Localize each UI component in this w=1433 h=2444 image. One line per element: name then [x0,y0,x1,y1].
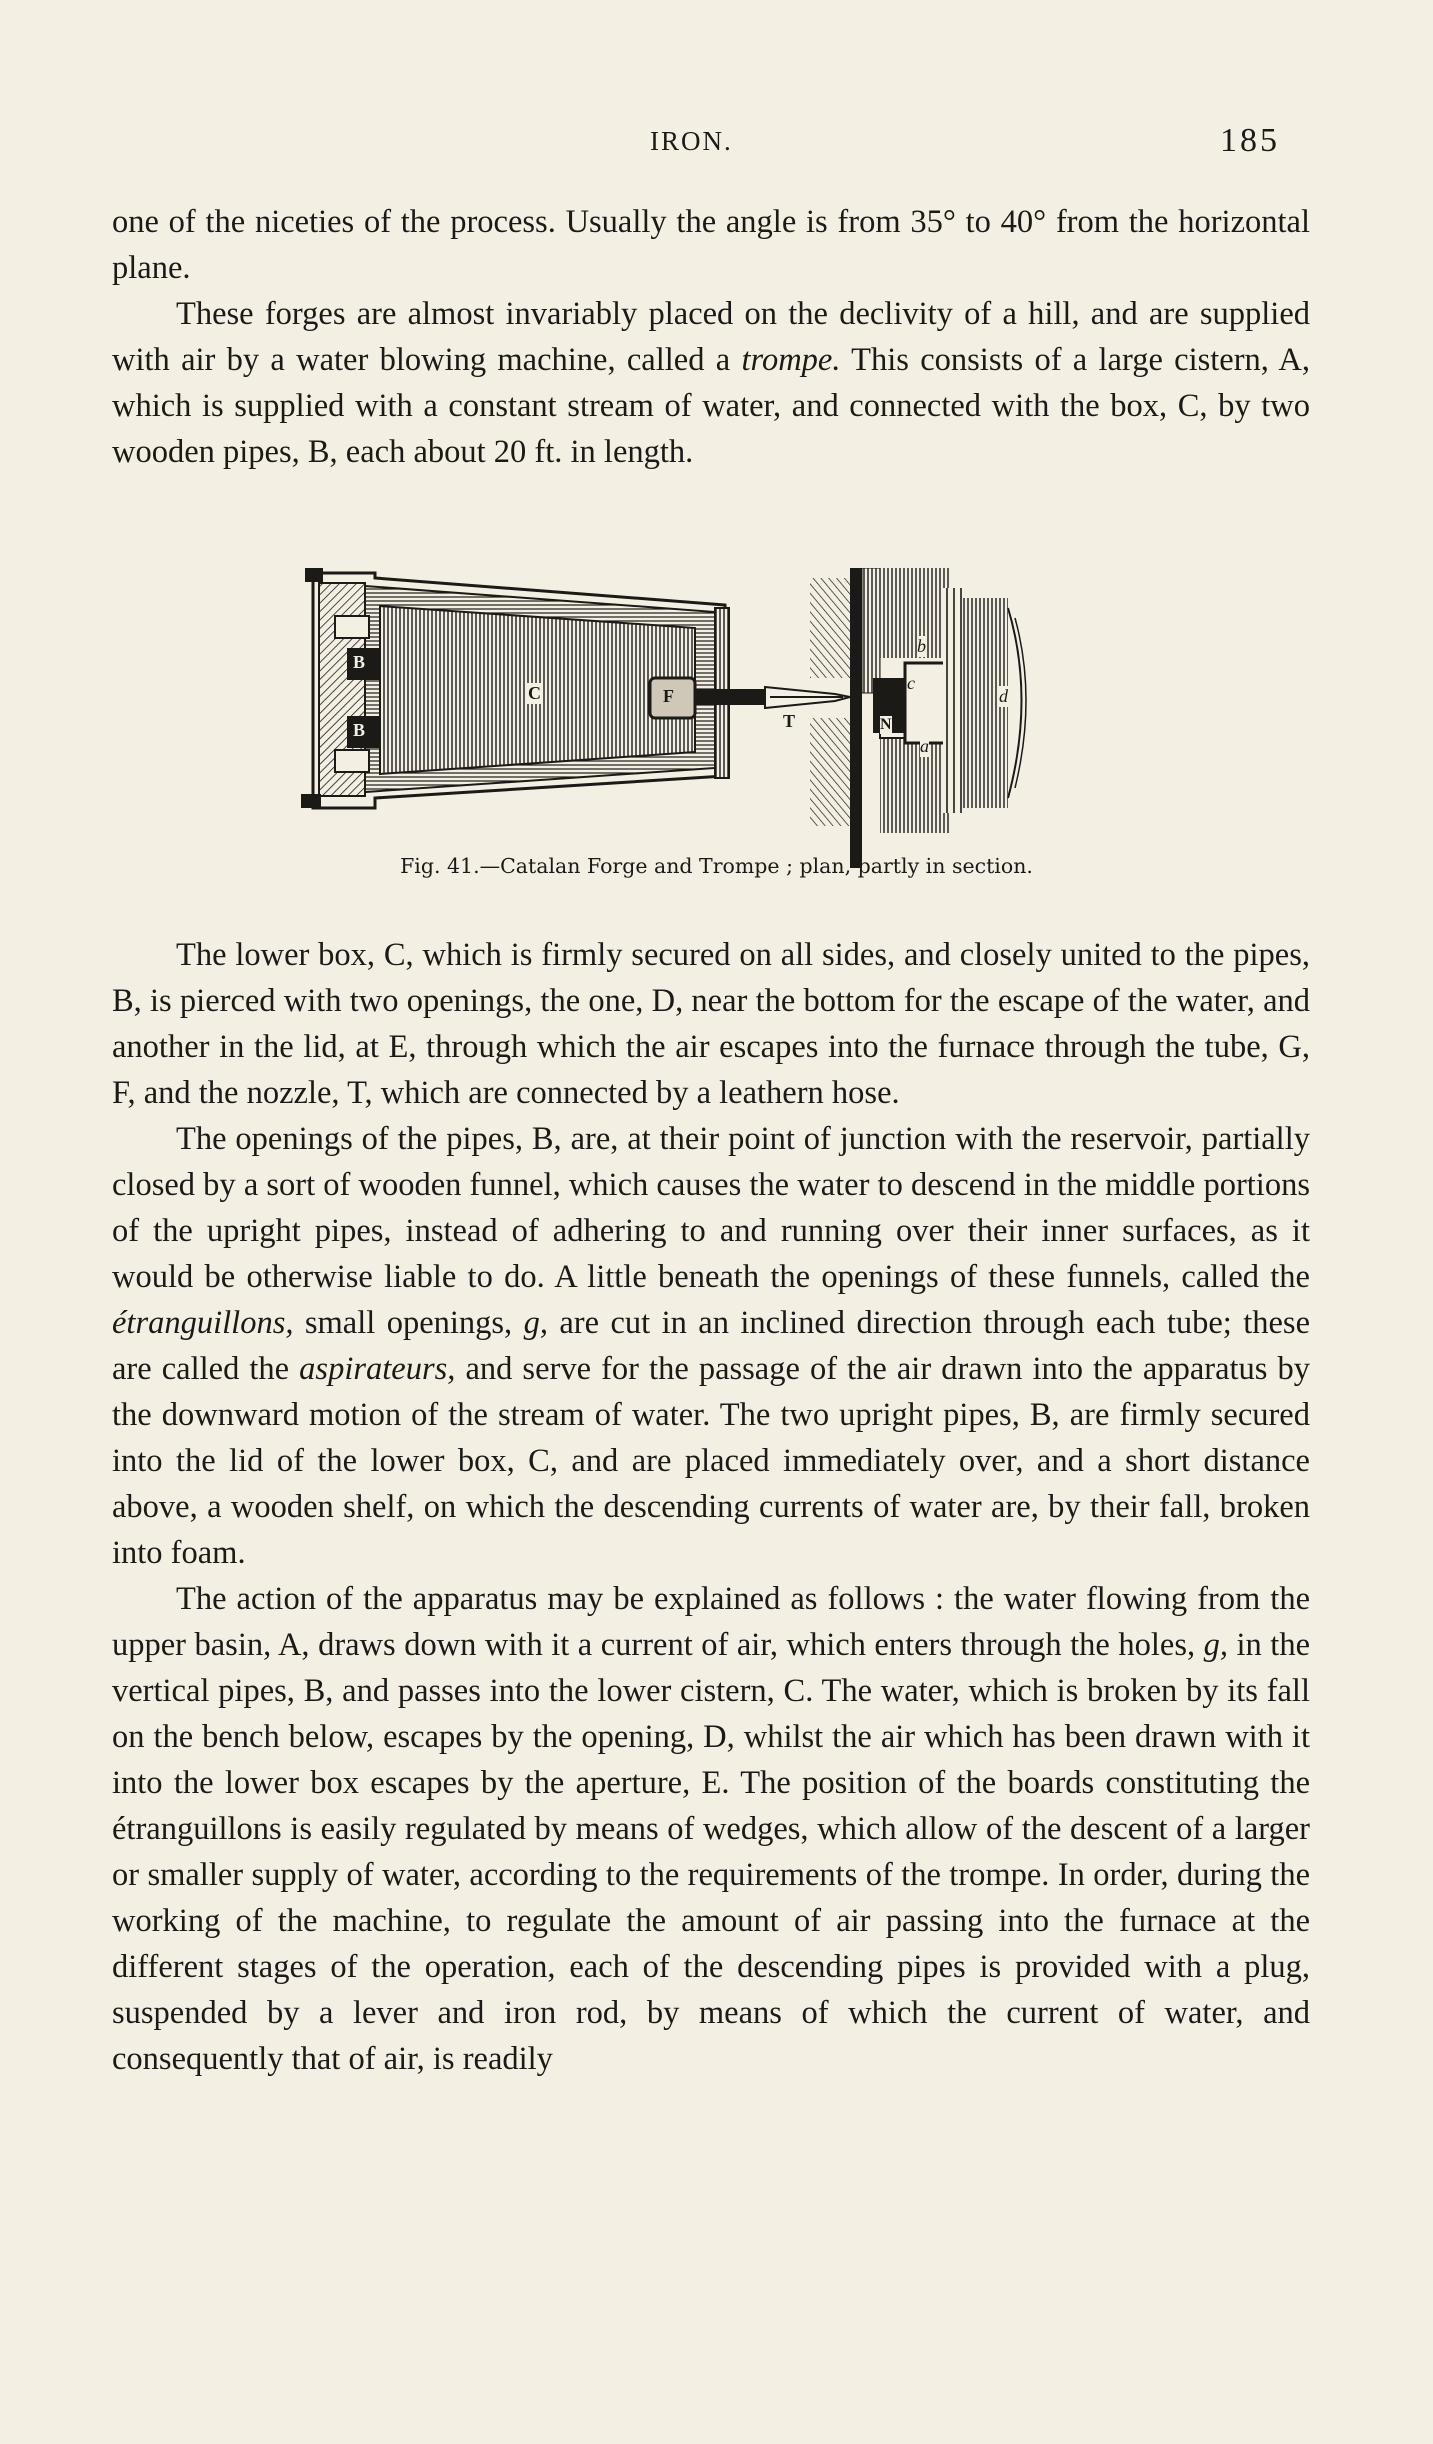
paragraph [112,291,1310,475]
page-number: 185 [1220,122,1280,159]
label-f: F [663,686,674,706]
label-c-small: c [907,673,915,693]
label-b-upper: B [353,652,366,672]
italic-term: étranguillons, [112,1305,294,1341]
paragraph [112,1116,1310,1576]
paragraph [112,199,1310,291]
text-run: The lower box, C, which is firmly secured on all sides, and closely united to the pipes, B, is pierced with two openings, the one, D, near the bottom for the escape of the water, and another in the lid, at E, through which the air escapes into the furnace through the tube, G, F, and the nozzle, T, which are connected by a leathern hose. [112,937,1310,1111]
text-run: The openings of the pipes, B, are, at their point of junction with the reservoir, partially closed by a sort of wooden funnel, which causes the water to descend in the middle portions of the upright pipes, instead of adhering to and running over their inner surfaces, as it would be otherwise liable to do. A little beneath the openings of these funnels, called the [112,1121,1310,1295]
italic-term: g, [523,1305,548,1341]
top-text-block [112,199,1310,475]
text-run: The action of the apparatus may be explained as follows : the water flowing from the upper basin, A, draws down with it a current of air, which enters through the holes, [112,1581,1310,1663]
label-a-small: a [920,736,929,756]
figure-catalan-forge [295,568,1125,868]
label-n: N [880,716,892,733]
text-run: are cut in an inclined direction through each tube; these are called the [112,1305,1311,1387]
label-b-small: b [917,636,926,656]
label-c-box: C [528,683,541,703]
italic-term: trompe. [741,342,841,378]
text-run: This consists of a large cistern, A, which is supplied with a constant stream of water, and connected with the box, C, by two wooden pipes, B, each about 20 ft. in length. [112,342,1310,470]
text-run: in the vertical pipes, B, and passes into the lower cistern, C. The water, which is broken by its fall on the bench below, escapes by the opening, D, whilst the air which has been drawn with it into the lower box escapes by the aperture, E. The position of the boards constituting the étranguillons is easily regulated by means of wedges, which allow of the descent of a larger or smaller supply of water, according to the requirements of the trompe. In order, during the working of the machine, to regulate the amount of air passing into the furnace at the different stages of the operation, each of the descending pipes is provided with a plug, suspended by a lever and iron rod, by means of which the current of water, and consequently that of air, is readily [112,1627,1310,2077]
text-run: and serve for the passage of the air drawn into the apparatus by the downward motion of the stream of water. The two upright pipes, B, are firmly secured into the lid of the lower box, C, and are placed immediately over, and a short distance above, a wooden shelf, on which the descending currents of water are, by their fall, broken into foam. [112,1351,1310,1571]
paragraph [112,1576,1310,2082]
running-title: IRON. [650,126,733,156]
figure-caption: Fig. 41.—Catalan Forge and Trompe ; plan, partly in section. [400,854,1033,878]
paragraph [112,932,1310,1116]
italic-term: g, [1203,1627,1228,1663]
text-run: small openings, [293,1305,524,1341]
running-head [0,122,1433,162]
label-t-nozzle: T [783,711,796,731]
text-run: These forges are almost invariably placed on the declivity of a hill, and are supplied with air by a water blowing machine, called a [112,296,1310,378]
bottom-text-block [112,932,1310,2082]
label-d-small: d [999,686,1008,706]
italic-term: aspirateurs, [299,1351,456,1387]
label-b-lower: B [353,720,366,740]
text-run: one of the niceties of the process. Usually the angle is from 35° to 40° from the horizontal plane. [112,204,1310,286]
